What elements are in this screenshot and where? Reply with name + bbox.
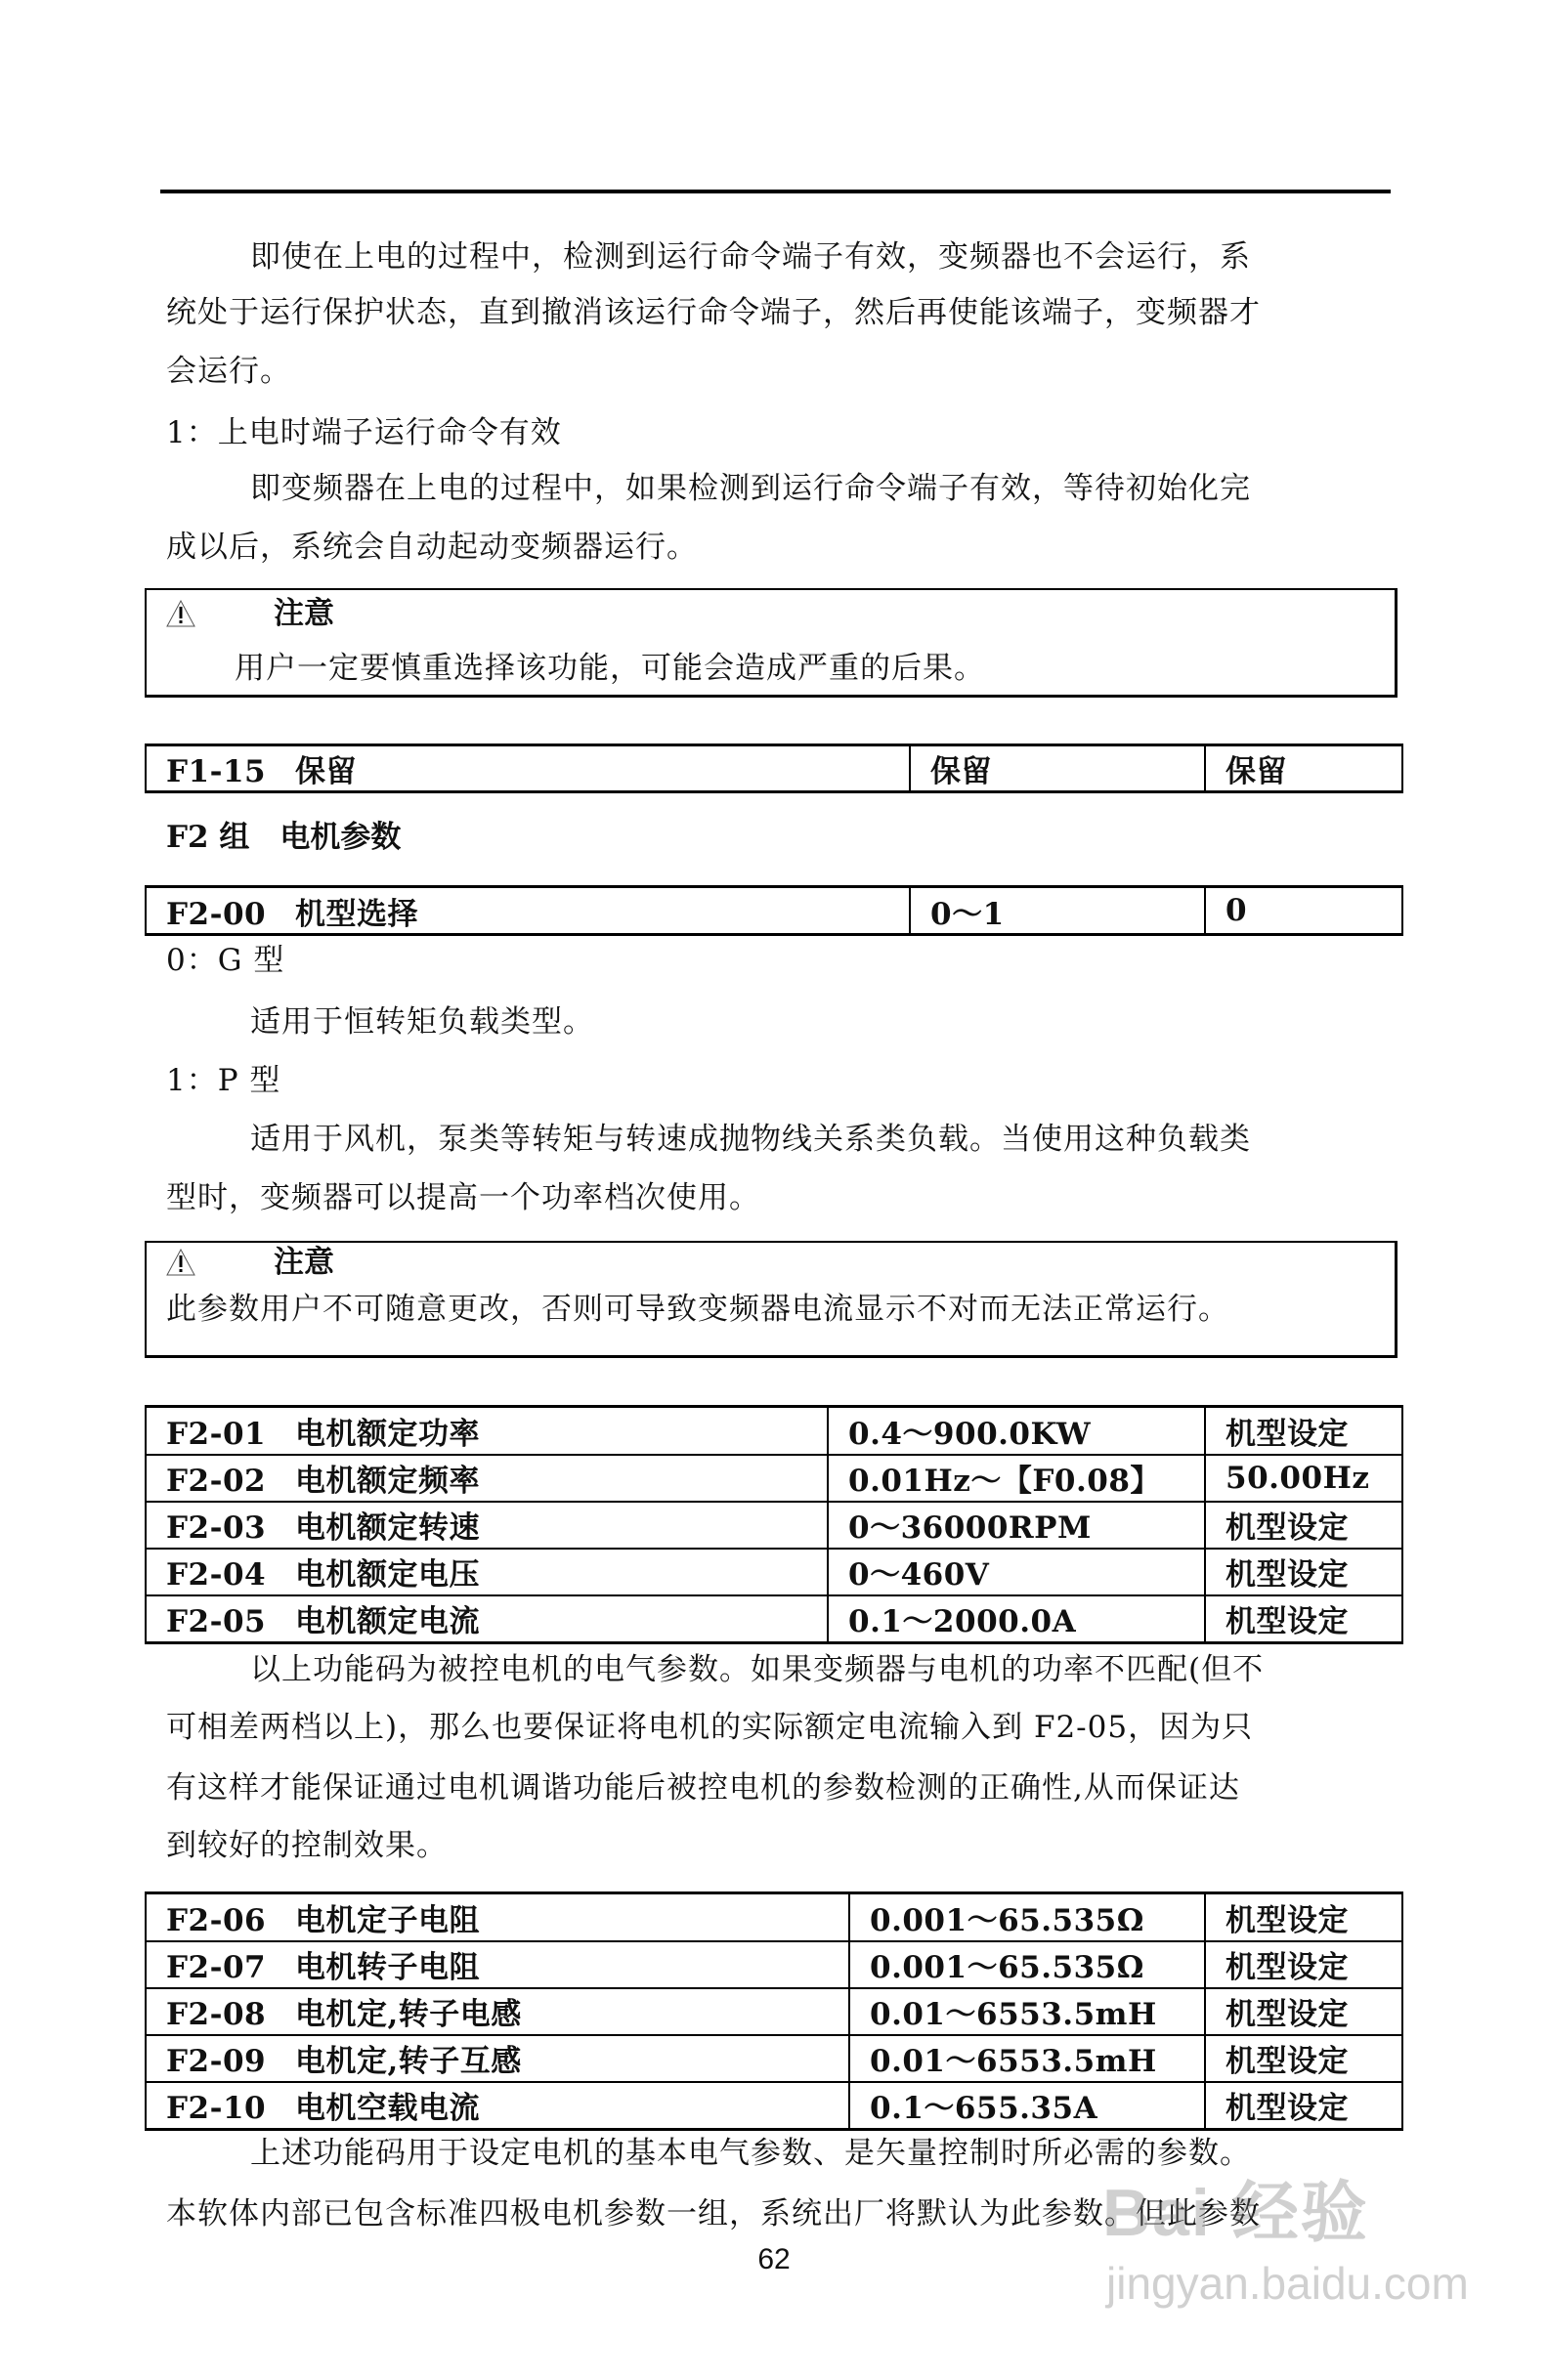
option1-label: 1：上电时端子运行命令有效 [166,415,562,450]
param-name: 电机转子电阻 [295,1950,480,1985]
intro-line-3: 会运行。 [166,354,291,389]
notice-1-title: 注意 [274,596,334,631]
param-code: F2-00 [166,896,267,932]
param-code-name-cell [146,1407,828,1455]
param-code: F2-01 [166,1416,267,1452]
param-name: 电机定子电阻 [295,1902,480,1938]
param-code-name-cell [146,1941,849,1988]
table2-note-line-2: 本软体内部已包含标准四极电机参数一组，系统出厂将默认为此参数。但此参数 [166,2196,1261,2231]
notice-1-body: 用户一定要慎重选择该功能，可能会造成严重的后果。 [235,651,985,686]
table-row [146,1941,1402,1988]
param-range: 0.01～6553.5mH [849,1988,1205,2035]
param-default: 机型设定 [1205,1941,1402,1988]
param-name: 电机额定转速 [295,1510,480,1546]
param-name: 电机定,转子电感 [295,1997,522,2032]
param-code-name-cell [146,1595,828,1643]
warning-triangle-icon [166,600,195,627]
param-name: 电机额定功率 [295,1416,480,1452]
param-range: 0.1～655.35A [849,2082,1205,2130]
param-code-name-cell [146,745,910,792]
param-code: F2-09 [166,2044,267,2079]
param-code-name-cell [146,1455,828,1502]
table-row [146,1407,1402,1455]
notice-2-title: 注意 [274,1245,334,1280]
param-code: F1-15 [166,754,267,789]
f2-00-option-1-line-1: 适用于风机，泵类等转矩与转速成抛物线关系类负载。当使用这种负载类 [250,1122,1251,1157]
param-name: 电机额定电流 [295,1604,480,1640]
table1-note-line-4: 到较好的控制效果。 [166,1828,448,1863]
param-code-name-cell [146,1988,849,2035]
param-name: 电机空载电流 [295,2091,480,2127]
param-name: 电机定,转子互感 [295,2044,522,2079]
table-row [146,1988,1402,2035]
param-name: 保留 [295,754,357,789]
param-code: F2-05 [166,1604,267,1640]
param-code-name-cell [146,887,910,935]
f2-00-option-0-desc: 适用于恒转矩负载类型。 [250,1004,594,1040]
param-range: 0～1 [910,887,1205,935]
watermark-brand: Bai 经验 [1102,2176,1369,2250]
notice-box-2 [145,1241,1398,1358]
param-name: 电机额定频率 [295,1464,480,1499]
table-row [146,745,1402,792]
notice-2-body: 此参数用户不可随意更改，否则可导致变频器电流显示不对而无法正常运行。 [166,1292,1229,1327]
param-code: F2-06 [166,1902,267,1938]
table-row [146,887,1402,935]
param-range: 保留 [910,745,1205,792]
param-code-name-cell [146,1502,828,1549]
table-row [146,2035,1402,2082]
param-range: 0.01Hz～【F0.08】 [828,1455,1205,1502]
param-range: 0～36000RPM [828,1502,1205,1549]
param-table-f2-01-05 [145,1405,1403,1644]
intro-line-1: 即使在上电的过程中，检测到运行命令端子有效，变频器也不会运行，系 [250,239,1251,275]
page-number: 62 [757,2243,791,2275]
param-table-f2-06-10 [145,1891,1403,2131]
param-code-name-cell [146,1893,849,1941]
param-code: F2-08 [166,1997,267,2032]
param-default: 机型设定 [1205,1893,1402,1941]
param-code: F2-10 [166,2091,267,2127]
option1-line-1: 即变频器在上电的过程中，如果检测到运行命令端子有效，等待初始化完 [250,471,1251,506]
table-row [146,1455,1402,1502]
param-code-name-cell [146,2035,849,2082]
param-range: 0～460V [828,1549,1205,1595]
param-default: 机型设定 [1205,1502,1402,1549]
table-row [146,1893,1402,1941]
table2-note-line-1: 上述功能码用于设定电机的基本电气参数、是矢量控制时所必需的参数。 [250,2136,1251,2171]
section-heading-f2: F2 组 电机参数 [166,820,402,855]
param-default: 机型设定 [1205,1549,1402,1595]
param-default: 机型设定 [1205,2035,1402,2082]
param-table-f2-00 [145,885,1403,936]
table-row [146,1549,1402,1595]
table1-note-line-2: 可相差两档以上)，那么也要保证将电机的实际额定电流输入到 F2-05，因为只 [166,1710,1254,1745]
param-code: F2-04 [166,1557,267,1593]
param-table-f1-15 [145,744,1403,793]
param-name: 电机额定电压 [295,1557,480,1593]
option1-line-2: 成以后，系统会自动起动变频器运行。 [166,530,698,565]
header-rule [160,190,1391,193]
param-default: 机型设定 [1205,1988,1402,2035]
param-default: 保留 [1205,745,1402,792]
table-row [146,1595,1402,1643]
param-default: 机型设定 [1205,2082,1402,2130]
watermark-url: jingyan.baidu.com [1106,2258,1469,2309]
param-range: 0.4～900.0KW [828,1407,1205,1455]
param-default: 50.00Hz [1205,1455,1402,1502]
param-default: 机型设定 [1205,1407,1402,1455]
param-code: F2-03 [166,1510,267,1546]
table1-note-line-3: 有这样才能保证通过电机调谐功能后被控电机的参数检测的正确性,从而保证达 [166,1770,1240,1806]
param-code-name-cell [146,1549,828,1595]
notice-box-1 [145,588,1398,698]
table1-note-line-1: 以上功能码为被控电机的电气参数。如果变频器与电机的功率不匹配(但不 [250,1652,1265,1687]
f2-00-option-1-label: 1：P 型 [166,1063,281,1098]
param-range: 0.1～2000.0A [828,1595,1205,1643]
param-code-name-cell [146,2082,849,2130]
param-code: F2-07 [166,1950,267,1985]
param-range: 0.01～6553.5mH [849,2035,1205,2082]
f2-00-option-0-label: 0：G 型 [166,943,285,978]
f2-00-option-1-line-2: 型时，变频器可以提高一个功率档次使用。 [166,1180,760,1215]
param-range: 0.001～65.535Ω [849,1941,1205,1988]
intro-line-2: 统处于运行保护状态，直到撤消该运行命令端子，然后再使能该端子，变频器才 [166,295,1261,330]
param-range: 0.001～65.535Ω [849,1893,1205,1941]
param-code: F2-02 [166,1464,267,1499]
table-row [146,2082,1402,2130]
param-name: 机型选择 [295,896,418,932]
warning-triangle-icon [166,1249,195,1276]
table-row [146,1502,1402,1549]
param-default: 0 [1205,887,1402,935]
param-default: 机型设定 [1205,1595,1402,1643]
